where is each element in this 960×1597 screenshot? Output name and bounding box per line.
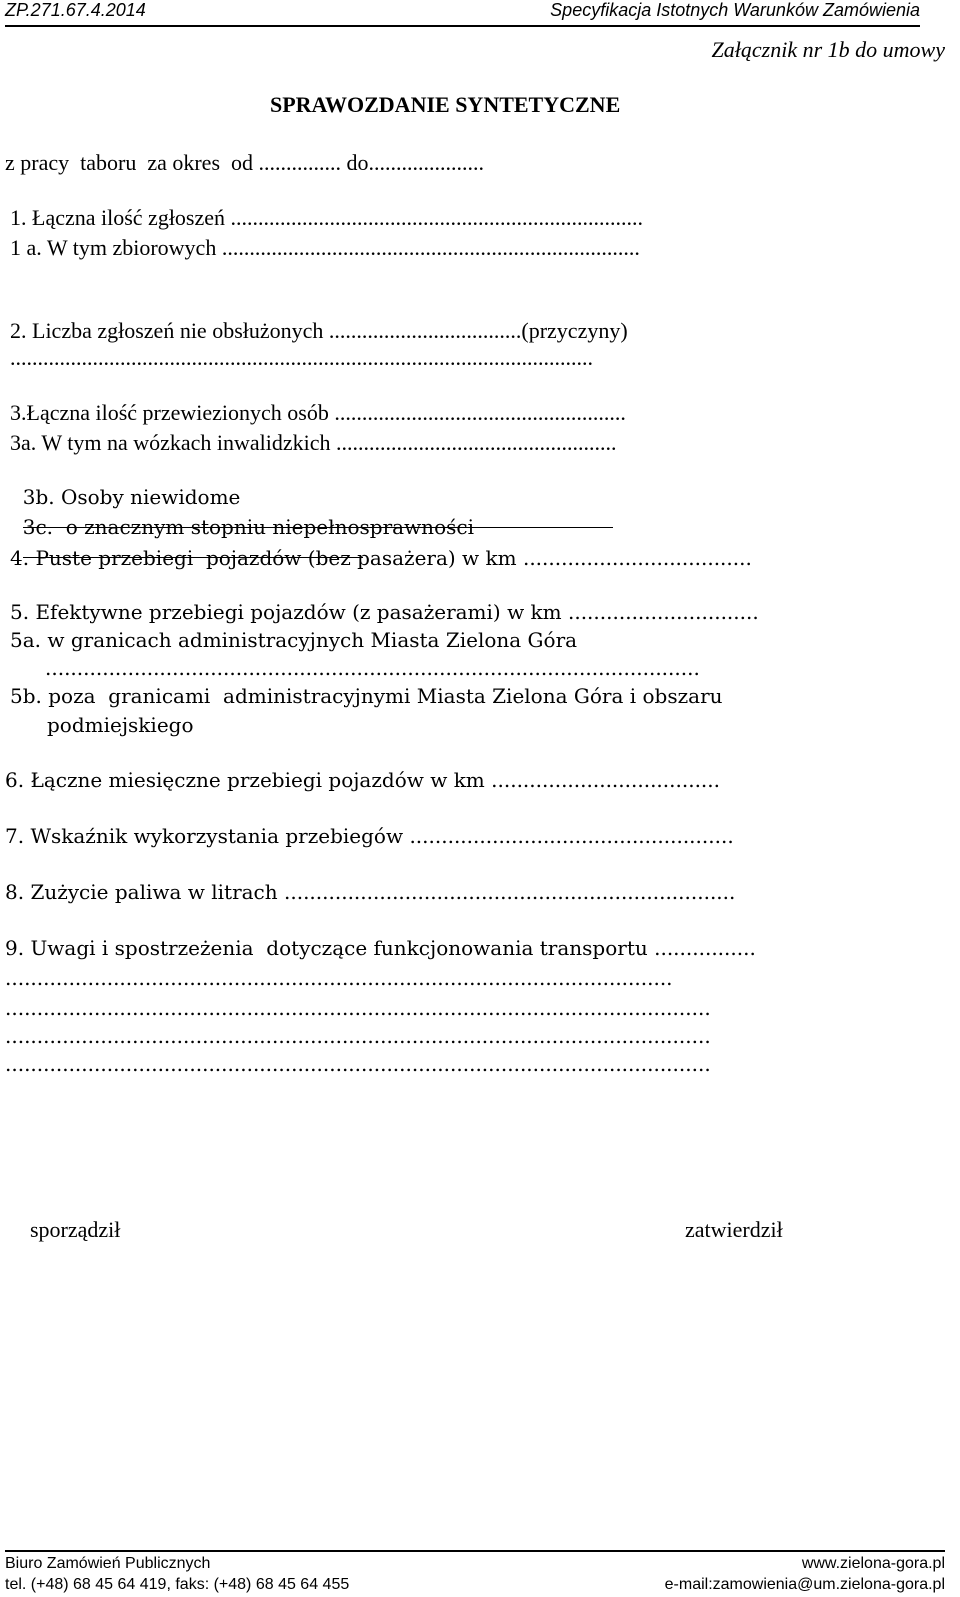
item-5a-dots: ....................................................................................................... <box>45 656 700 680</box>
item-1a: 1 a. W tym zbiorowych ............................................................................ <box>10 235 640 260</box>
header-ref: ZP.271.67.4.2014 <box>5 0 146 20</box>
item-8: 8. Zużycie paliwa w litrach ....................................................................... <box>5 880 736 904</box>
item-3a: 3a. W tym na wózkach inwalidzkich ................................................... <box>10 430 617 455</box>
item-5: 5. Efektywne przebiegi pojazdów (z pasażerami) w km .............................. <box>10 600 759 624</box>
item-3c-label: 3c. o znacznym stopniu niepełnosprawności <box>22 515 474 539</box>
item-2: 2. Liczba zgłoszeń nie obsłużonych ...................................(przyczyny) <box>10 318 628 343</box>
footer-email: e-mail:zamowienia@um.zielona-gora.pl <box>664 1576 945 1593</box>
item-9-dots-4: ............................................................................................................... <box>5 1052 711 1076</box>
period-line: z pracy taboru za okres od ............... do..................... <box>5 150 485 175</box>
item-5b: 5b. poza granicami administracyjnymi Miasta Zielona Góra i obszaru <box>10 684 723 708</box>
signature-approved: zatwierdził <box>685 1217 783 1242</box>
item-9-dots-2: ............................................................................................................... <box>5 996 711 1020</box>
item-9-dots-3: ............................................................................................................... <box>5 1024 711 1048</box>
item-5b-cont: podmiejskiego <box>47 713 194 737</box>
page-title: SPRAWOZDANIE SYNTETYCZNE <box>270 92 621 117</box>
item-9-dots-1: ......................................................................................................... <box>5 966 673 990</box>
item-7: 7. Wskaźnik wykorzystania przebiegów ................................................... <box>5 824 734 848</box>
item-9: 9. Uwagi i spostrzeżenia dotyczące funkcjonowania transportu ................ <box>5 936 756 960</box>
item-6: 6. Łączne miesięczne przebiegi pojazdów w km .................................... <box>5 768 720 792</box>
item-4: 4. Puste przebiegi pojazdów (bez pasażera) w km .................................... <box>10 546 752 570</box>
header-rule <box>5 25 920 27</box>
header-spec: Specyfikacja Istotnych Warunków Zamówienia <box>550 0 920 20</box>
footer-office: Biuro Zamówień Publicznych <box>5 1555 211 1572</box>
footer-phone: tel. (+48) 68 45 64 419, faks: (+48) 68 45 64 455 <box>5 1576 350 1593</box>
annex-label: Załącznik nr 1b do umowy <box>711 37 945 62</box>
item-2-dots: .......................................................................................................... <box>10 345 593 370</box>
item-5a: 5a. w granicach administracyjnych Miasta Zielona Góra <box>10 628 578 652</box>
item-1: 1. Łączna ilość zgłoszeń ........................................................................... <box>10 205 644 230</box>
footer-rule <box>5 1550 945 1552</box>
footer-website: www.zielona-gora.pl <box>801 1555 945 1572</box>
item-3b-label: 3b. Osoby niewidome <box>22 485 241 509</box>
signature-prepared: sporządził <box>30 1217 121 1242</box>
item-3: 3.Łączna ilość przewiezionych osób ..................................................... <box>10 400 626 425</box>
